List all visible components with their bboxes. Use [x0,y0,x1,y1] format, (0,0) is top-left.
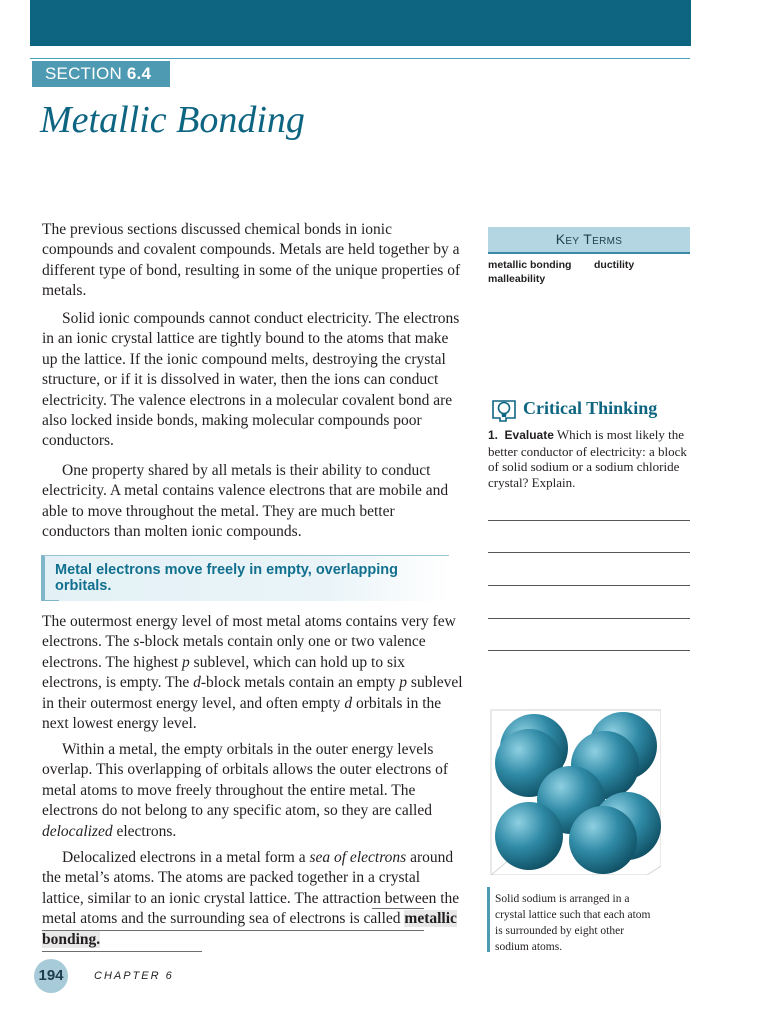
paragraph-4 [42,612,464,734]
p4-s: s [133,633,140,651]
p6-text-b: around the metal’s atoms. The atoms are packed together in a crystal lattice, similar to an ionic crystal lattice. The attraction between the metal atoms and the surrounding sea of electrons is called [42,849,460,928]
p4-text-a: The outermost energy level of most metal atoms contains very few electrons. The [42,613,456,651]
callout-tick [41,600,59,601]
section-word: SECTION [45,64,122,83]
page-title: Metallic Bonding [40,99,305,141]
key-term: ductility [594,259,635,271]
p5-text-b: electrons. [112,822,177,840]
metallic-bonding-term: metallic bonding. [42,910,457,948]
annotation-underline-1 [372,908,424,909]
paragraph-1: The previous sections discussed chemical bonds in ionic compounds and covalent compounds. Metals are held together by a different type of bond, resulting in some of the unique properties of metals. [42,221,461,300]
answer-line [488,585,690,586]
sodium-atom [495,802,563,870]
p5-text-a: Within a metal, the empty orbitals in the outer energy levels overlap. This overlapping of orbitals allows the outer electrons of metal atoms to move freely throughout the entire metal. The electrons do not belong to any specific atom, so they are called [42,741,449,820]
paragraph-5 [42,740,464,842]
p4-text-c: sublevel, which can hold up to six electrons, is empty. The [42,653,406,692]
answer-line [488,650,690,651]
critical-thinking-question [488,427,698,490]
p4-d1: d [193,674,201,692]
sodium-atom [569,806,637,874]
section-callout [41,555,449,601]
p4-text-g: orbitals in the next lowest energy level. [42,694,442,733]
annotation-underline-2 [42,930,424,931]
p4-text-b: -block metals contain only one or two valence electrons. The highest [42,633,426,671]
answer-line [488,552,690,553]
p4-p2: p [399,674,408,692]
figure-caption: Solid sodium is arranged in a crystal lattice such that each atom is surrounded by eight other sodium atoms. [495,893,651,953]
question-label: Evaluate [504,428,554,442]
answer-line [488,520,690,521]
p5-delocalized: delocalized [42,822,113,840]
p4-p1: p [182,653,190,671]
key-terms-header [488,227,690,254]
annotation-underline-3 [42,951,202,952]
callout-heading: Metal electrons move freely in empty, overlapping orbitals. [55,562,399,594]
section-label [32,61,170,87]
paragraph-6 [42,848,464,950]
critical-thinking-title: Critical Thinking [523,398,658,418]
key-term: malleability [488,273,546,285]
lightbulb-icon [490,397,518,423]
p4-d2: d [344,694,353,712]
sodium-lattice-figure [489,708,661,875]
paragraph-2: Solid ionic compounds cannot conduct electricity. The electrons in an ionic crystal lattice are tightly bound to the atoms that make up the lattice. If the ionic compound melts, destroying the crystal structure, or if it is dissolved in water, then the ions can conduct electricity. The valence electrons in a molecular covalent bond are also locked inside bonds, making molecular compounds poor conductors. [42,310,460,450]
header-bar [30,0,691,46]
caption-bar [487,887,490,952]
question-number: 1. [488,428,499,442]
key-terms-title: Key Terms [555,231,623,247]
answer-line [488,618,690,619]
p6-text-a: Delocalized electrons in a metal form a [62,849,310,866]
section-number: 6.4 [126,64,152,83]
p4-text-e: -block metals contain an empty [200,674,400,692]
header-rule [30,58,690,59]
question-text: Which is most likely the better conductor of electricity: a block of solid sodium or a sodium chloride crystal? Explain. [488,427,687,490]
page-number: 194 [34,959,68,993]
chapter-label: CHAPTER 6 [94,970,174,982]
key-term: metallic bonding [488,259,572,271]
p6-sea-of-electrons: sea of electrons [309,849,407,866]
p4-text-f: sublevel in their outermost energy level, and often empty [42,674,463,712]
paragraph-3: One property shared by all metals is their ability to conduct electricity. A metal contains valence electrons that are mobile and able to move throughout the metal. They are much better conductors than molten ionic compounds. [42,462,449,541]
